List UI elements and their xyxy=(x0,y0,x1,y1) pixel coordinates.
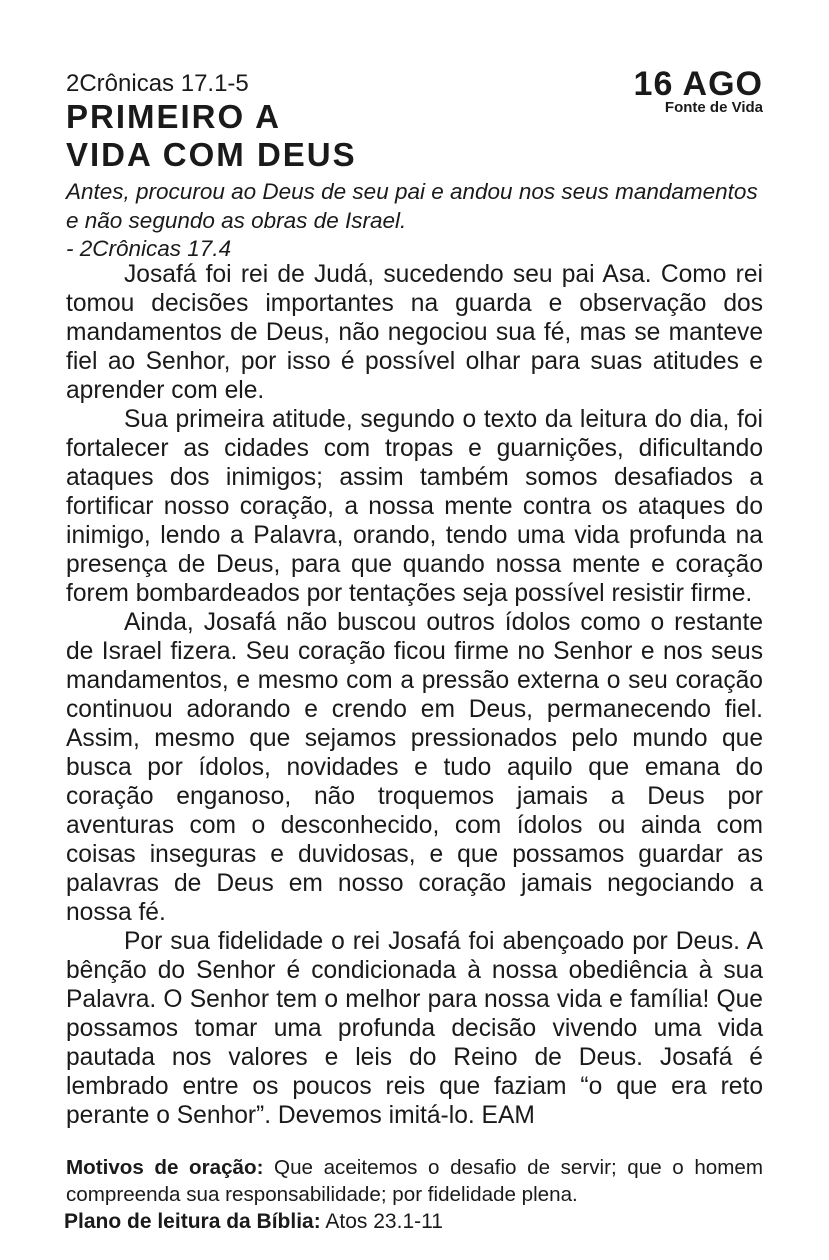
verse-text: Antes, procurou ao Deus de seu pai e andou nos seus mandamentos e não segundo as obras de Israel. xyxy=(66,179,758,233)
reading-plan xyxy=(64,1208,443,1236)
key-verse xyxy=(66,178,763,264)
source-label: Fonte de Vida xyxy=(664,99,763,116)
body-paragraph: Josafá foi rei de Judá, sucedendo seu pai Asa. Como rei tomou decisões importantes na guarda e observação dos mandamentos de Deus, não negociou sua fé, mas se manteve fiel ao Senhor, por isso é possível olhar para suas atitudes e aprender com ele. xyxy=(66,261,763,404)
body-paragraph: Ainda, Josafá não buscou outros ídolos como o restante de Israel fizera. Seu coração ficou firme no Senhor e nos seus mandamentos, e mesmo com a pressão externa o seu coração continuou adorando e crendo em Deus, permanecendo fiel. Assim, mesmo que sejamos pressionados pelo mundo que busca por ídolos, novidades e tudo aquilo que emana do coração enganoso, não troquemos jamais a Deus por aventuras com o desconhecido, com ídolos ou ainda com coisas inseguras e duvidosas, e que possamos guardar as palavras de Deus em nosso coração jamais negociando a nossa fé. xyxy=(66,609,763,926)
title-line-2: VIDA COM DEUS xyxy=(66,136,357,173)
reading-plan-label: Plano de leitura da Bíblia: xyxy=(64,1210,321,1233)
body-paragraph: Por sua fidelidade o rei Josafá foi abençoado por Deus. A bênção do Senhor é condicionada à nossa obediência à sua Palavra. O Senhor tem o melhor para nossa vida e família! Que possamos tomar uma profunda decisão vivendo uma vida pautada nos valores e leis do Reino de Deus. Josafá é lembrado entre os poucos reis que faziam “o que era reto perante o Senhor”. Devemos imitá-lo. EAM xyxy=(66,928,763,1129)
reading-plan-text: Atos 23.1-11 xyxy=(320,1210,443,1233)
body-paragraph: Sua primeira atitude, segundo o texto da leitura do dia, foi fortalecer as cidades com tropas e guarnições, dificultando ataques dos inimigos; assim também somos desafiados a fortificar nosso coração, a nossa mente contra os ataques do inimigo, lendo a Palavra, orando, tendo uma vida profunda na presença de Deus, para que quando nossa mente e coração forem bombardeados por tentações seja possível resistir firme. xyxy=(66,406,763,607)
devotional-body xyxy=(66,260,763,1130)
verse-citation: - 2Crônicas 17.4 xyxy=(66,236,232,261)
date-label: 16 AGO xyxy=(633,65,763,103)
prayer-text: Que aceitemos o desafio de servir; que o homem compreenda sua responsabilidade; por fidelidade plena. xyxy=(66,1156,763,1206)
prayer-section xyxy=(66,1154,763,1208)
page-title xyxy=(66,98,357,174)
prayer-label: Motivos de oração: xyxy=(66,1156,264,1179)
title-line-1: PRIMEIRO A xyxy=(66,98,281,135)
scripture-reference: 2Crônicas 17.1-5 xyxy=(66,70,249,97)
